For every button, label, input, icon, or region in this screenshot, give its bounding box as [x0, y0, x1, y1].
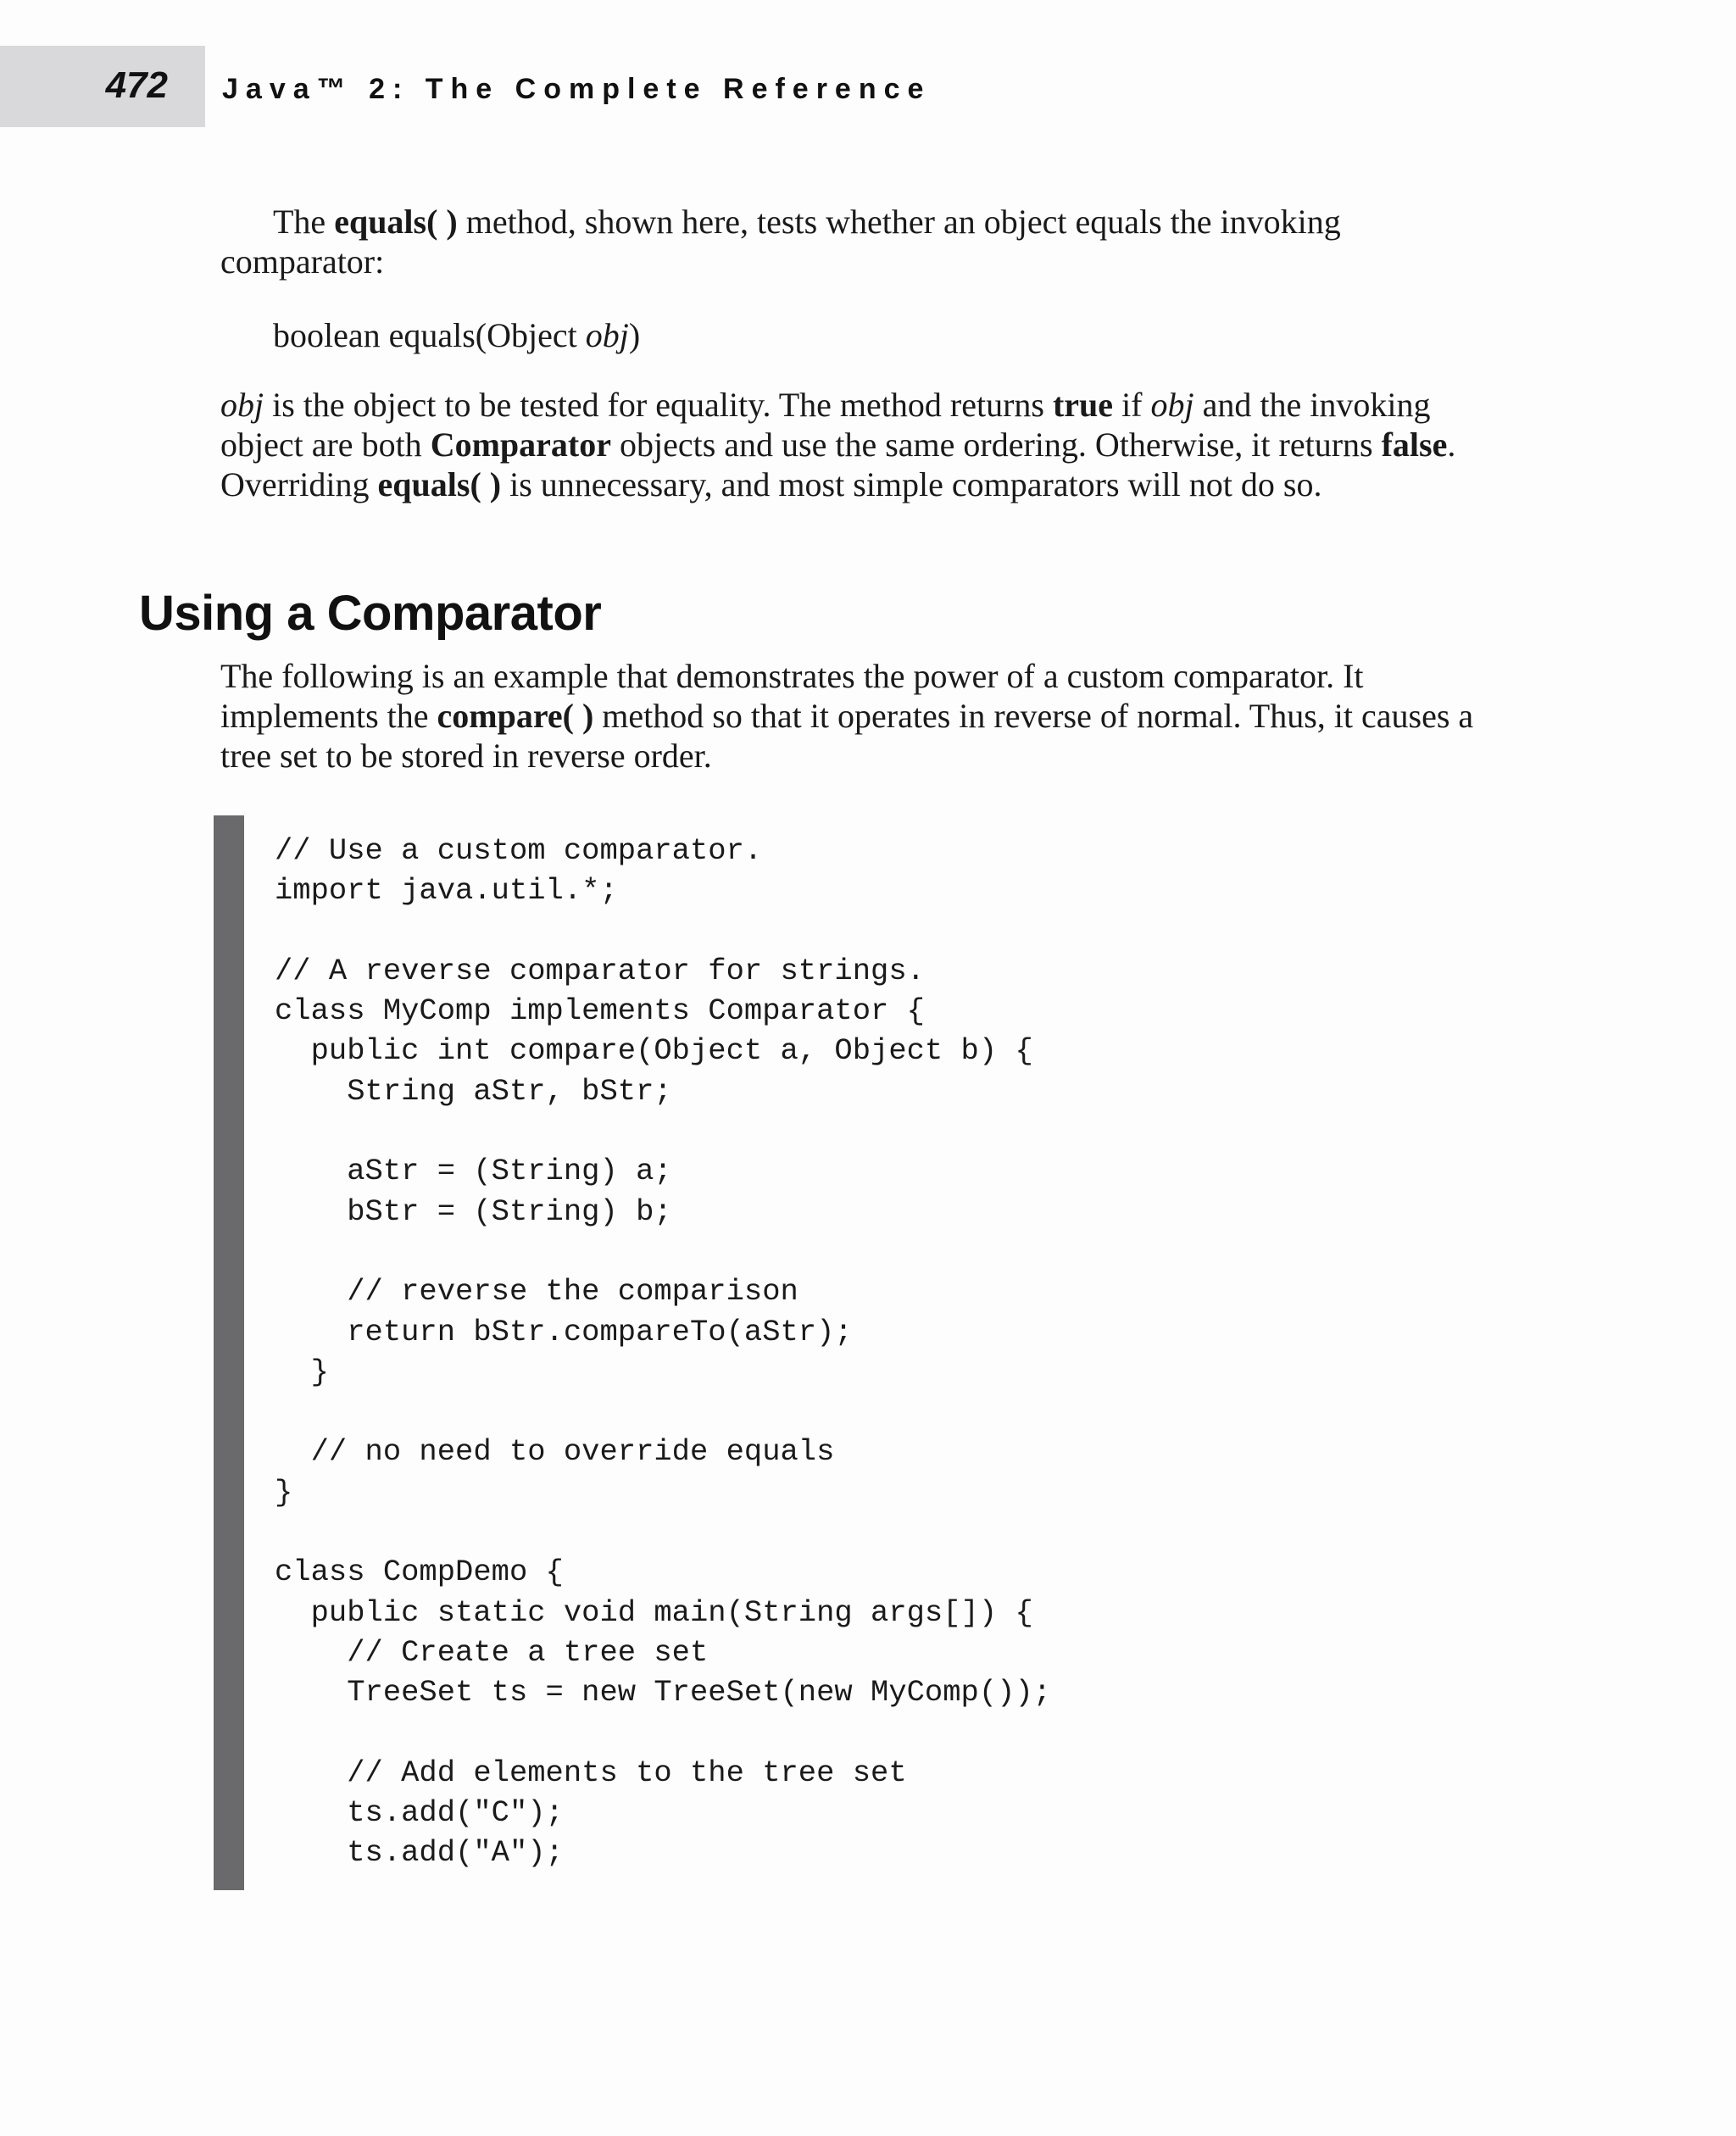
signature-suffix: ): [628, 316, 641, 354]
signature-param: obj: [585, 316, 629, 354]
signature-prefix: boolean equals(Object: [273, 316, 586, 354]
bold-term: false: [1381, 426, 1448, 464]
bold-term: Comparator: [430, 426, 611, 464]
text-run: . Overriding: [220, 426, 1456, 503]
code-sidebar-bar: [214, 815, 244, 1890]
method-signature: [273, 315, 640, 355]
bold-term: compare( ): [437, 697, 594, 735]
equals-intro-paragraph: [220, 202, 1492, 281]
page-number-box: [0, 46, 205, 127]
text-run: The: [273, 203, 335, 241]
comparator-intro-paragraph: [220, 656, 1492, 776]
bold-term: true: [1052, 386, 1114, 424]
code-listing: // Use a custom comparator. import java.util.*; // A reverse comparator for strings. class MyComp implements Comparator { public int compare(Object a, Object b) { String aStr, bStr; aStr = (String) a; bStr = (String) b; // reverse the comparison return bStr.compareTo(aStr); } // no need to override equals } class CompDemo { public static void main(String args[]) { // Create a tree set TreeSet ts = new TreeSet(new MyComp()); // Add elements to the tree set ts.add("C"); ts.add("A");: [275, 833, 1052, 1871]
text-run: method so that it operates in reverse of normal. Thus, it causes a tree set to be stored in reverse order.: [220, 697, 1474, 775]
text-run: is the object to be tested for equality. The method returns: [264, 386, 1053, 424]
equals-description-paragraph: [220, 385, 1492, 504]
running-head: Java™ 2: The Complete Reference: [222, 73, 932, 105]
bold-term: equals( ): [377, 465, 502, 503]
italic-term: obj: [1150, 386, 1194, 424]
page-number: 472: [105, 64, 168, 106]
text-run: method, shown here, tests whether an object equals the invoking comparator:: [220, 203, 1341, 281]
italic-term: obj: [220, 386, 264, 424]
text-run: if: [1113, 386, 1151, 424]
section-heading: Using a Comparator: [139, 586, 602, 641]
text-run: is unnecessary, and most simple comparators will not do so.: [501, 465, 1322, 503]
text-run: and the invoking object are both: [220, 386, 1431, 464]
bold-term: equals( ): [334, 203, 458, 241]
text-run: objects and use the same ordering. Otherwise, it returns: [610, 426, 1382, 464]
text-run: The following is an example that demonstrates the power of a custom comparator. It implements the: [220, 657, 1364, 735]
